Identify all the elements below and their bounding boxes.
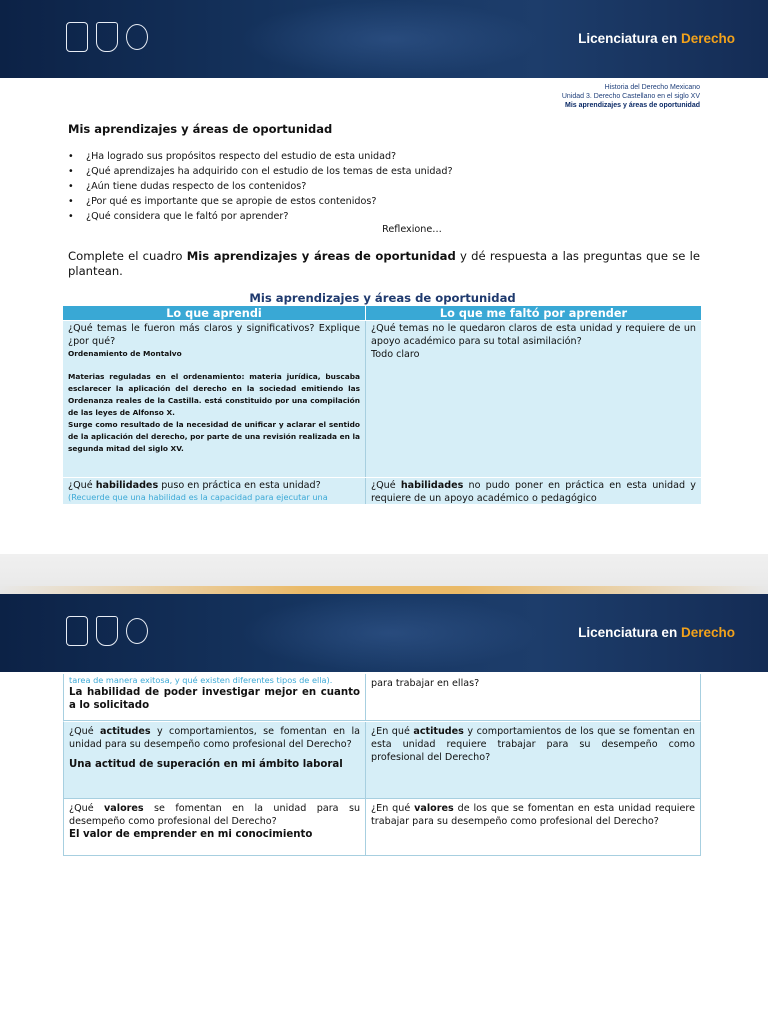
question-text: ¿Qué temas le fueron más claros y significativos? Explique ¿por qué? [68, 323, 360, 347]
list-item: • ¿Qué considera que le faltó por aprender? [68, 209, 453, 224]
table-cell-missing [366, 478, 701, 504]
ead-logo-icon [126, 618, 148, 644]
answer-text: Una actitud de superación en mi ámbito laboral [69, 759, 343, 770]
running-head-course: Historia del Derecho Mexicano [604, 84, 700, 91]
question-prefix: ¿Qué [69, 803, 105, 814]
question-keyword: habilidades [95, 480, 159, 491]
question-suffix: de los que se fomentan en esta unidad requiere trabajar para su desempeño como profesional del Derecho? [371, 803, 695, 827]
table-cell-missing [366, 321, 701, 477]
answer-text: Materias reguladas en el ordenamiento: materia jurídica, buscaba esclarecer la aplicación del derecho en la sociedad emitiendo las Ordenanza reales de la Castilla. está constituido por una compilación de las leyes de Alfonso X. [68, 372, 360, 417]
question-prefix: ¿Qué [371, 480, 401, 491]
question-keyword: valores [104, 803, 144, 814]
question-text [68, 479, 360, 492]
instruction-post: y dé respuesta a las preguntas que se le plantean. [68, 249, 701, 278]
question-suffix: y comportamientos de los que se fomentan en esta unidad requiere trabajar para su desempeño como profesional del Derecho? [371, 726, 696, 763]
unam-logo-icon [66, 616, 88, 646]
answer-text: Ordenamiento de Montalvo [68, 349, 182, 358]
question-suffix: no pudo poner en práctica en esta unidad y requiere de un apoyo académico o pedagógico [371, 480, 696, 504]
answer-text: Surge como resultado de la necesidad de unificar y aclarar el sentido de la aplicación del derecho, por parte de una revisión realizada en la segunda mitad del siglo XV. [68, 420, 360, 453]
table-cell-learned [64, 722, 366, 798]
instruction-pre: Complete el cuadro [68, 249, 187, 263]
program-title-prefix: Licenciatura en [578, 31, 678, 46]
question-suffix: se fomentan en la unidad para su desempeño como profesional del Derecho? [69, 803, 361, 827]
banner-glow [240, 594, 540, 672]
program-title [578, 31, 735, 46]
unam-logo-icon [66, 22, 88, 52]
header-banner [0, 594, 768, 672]
table-title: Mis aprendizajes y áreas de oportunidad [249, 291, 516, 305]
question-text [371, 725, 695, 764]
list-item: • ¿Aún tiene dudas respecto de los contenidos? [68, 179, 453, 194]
program-title-accent: Derecho [680, 31, 735, 46]
list-item: • ¿Ha logrado sus propósitos respecto del estudio de esta unidad? [68, 149, 453, 164]
banner-glow [240, 0, 540, 78]
column-header-missing: Lo que me faltó por aprender [366, 306, 701, 321]
question-keyword: actitudes [413, 726, 464, 737]
page-break-accent [0, 586, 768, 594]
program-title-accent: Derecho [680, 625, 735, 640]
question-text: ¿Qué temas no le quedaron claros de esta unidad y requiere de un apoyo académico para su total asimilación? [371, 323, 696, 347]
table-row [63, 320, 701, 477]
instruction-bold: Mis aprendizajes y áreas de oportunidad [186, 249, 456, 263]
question-keyword: actitudes [100, 726, 151, 737]
page-break [0, 554, 768, 594]
header-banner [0, 0, 768, 78]
table-cell-learned [64, 674, 366, 720]
running-head-activity: Mis aprendizajes y áreas de oportunidad [565, 102, 700, 109]
table-row [63, 721, 701, 798]
reflection-questions [68, 149, 453, 224]
page-title: Mis aprendizajes y áreas de oportunidad [68, 122, 333, 136]
question-suffix: puso en práctica en esta unidad? [158, 480, 321, 491]
answer-text: Todo claro [371, 349, 420, 360]
table-row [63, 477, 701, 504]
question-keyword: habilidades [400, 480, 464, 491]
question-text [69, 802, 360, 828]
question-prefix: ¿En qué [371, 803, 415, 814]
question-text [371, 479, 696, 504]
table-row [63, 798, 701, 856]
question-keyword: valores [414, 803, 454, 814]
logo-group [66, 616, 148, 646]
question-prefix: ¿Qué [69, 726, 101, 737]
hint-text: tarea de manera exitosa, y qué existen diferentes tipos de ella). [69, 675, 333, 685]
question-text [69, 725, 360, 751]
table-cell-missing [366, 674, 700, 720]
table-cell-missing [366, 799, 700, 855]
question-text [371, 802, 695, 828]
instruction-paragraph [68, 249, 700, 279]
answer-text: El valor de emprender en mi conocimiento [69, 829, 313, 840]
running-head [562, 83, 700, 110]
hint-text: (Recuerde que una habilidad es la capacidad para ejecutar una [68, 492, 328, 502]
table-cell-learned [63, 321, 366, 477]
answer-text: La habilidad de poder investigar mejor en cuanto a lo solicitado [69, 687, 361, 711]
list-item: • ¿Qué aprendizajes ha adquirido con el estudio de los temas de esta unidad? [68, 164, 453, 179]
question-prefix: ¿Qué [68, 480, 96, 491]
table-cell-learned [63, 478, 366, 504]
question-prefix: ¿En qué [371, 726, 414, 737]
fd-crest-icon [96, 616, 118, 646]
program-title [578, 625, 735, 640]
program-title-prefix: Licenciatura en [578, 625, 678, 640]
question-suffix: y comportamientos, se fomentan en la unidad para su desempeño como profesional del Derecho? [69, 726, 361, 750]
question-text: para trabajar en ellas? [371, 678, 480, 689]
reflexione-label: Reflexione… [382, 224, 442, 235]
ead-logo-icon [126, 24, 148, 50]
table-header [63, 306, 701, 321]
fd-crest-icon [96, 22, 118, 52]
table-cell-missing [366, 722, 700, 798]
list-item: • ¿Por qué es importante que se apropie de estos contenidos? [68, 194, 453, 209]
logo-group [66, 22, 148, 52]
table-row [63, 674, 701, 721]
column-header-learned: Lo que aprendi [63, 306, 366, 321]
running-head-unit: Unidad 3. Derecho Castellano en el siglo XV [561, 93, 700, 100]
table-cell-learned [64, 799, 366, 855]
